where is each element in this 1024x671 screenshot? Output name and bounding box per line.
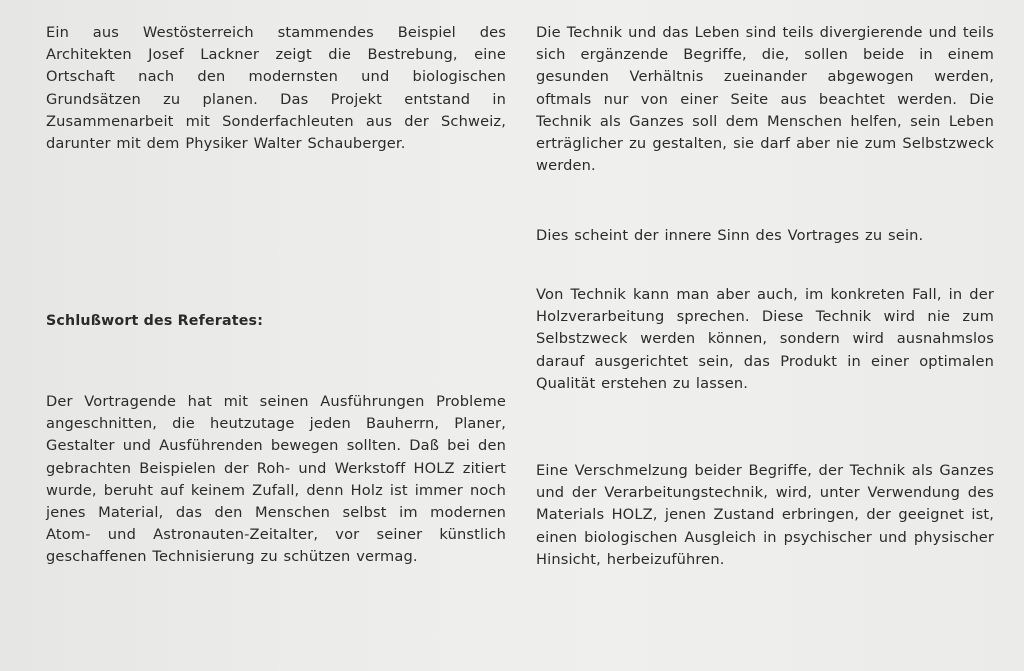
paragraph-holzverarbeitung: Von Technik kann man aber auch, im konkreten Fall, in der Holzverarbeitung sprechen. Diese Technik wird nie zum Selbstzweck werden können, sondern wird ausnahmslos darauf ausgerichtet sein, das Produkt in einer optimalen Qualität erstehen zu lassen. [536, 286, 994, 392]
paragraph-innere-sinn: Dies scheint der innere Sinn des Vortrages zu sein. [536, 227, 924, 244]
paragraph-verschmelzung: Eine Verschmelzung beider Begriffe, der Technik als Ganzes und der Verarbeitungstechnik, wird, unter Verwendung des Materials HOLZ, jenen Zustand erbringen, der geeignet ist, einen biologischen Ausgleich in psychischer und physischer Hinsicht, herbeizuführen. [536, 462, 994, 568]
paragraph-technik-leben: Die Technik und das Leben sind teils divergierende und teils sich ergänzende Begriffe, die, sollen beide in einem gesunden Verhältnis zueinander abgewogen werden, oftmals nur von einer Seite aus beachtet werden. Die Technik als Ganzes soll dem Menschen helfen, sein Leben erträglicher zu gestalten, sie darf aber nie zum Selbstzweck werden. [536, 24, 994, 175]
paragraph-closing-remarks: Der Vortragende hat mit seinen Ausführungen Probleme angeschnitten, die heutzutage jeden Bauherrn, Planer, Gestalter und Ausführenden bewegen sollten. Daß bei den gebrachten Beispielen der Roh- und Werkstoff HOLZ zitiert wurde, beruht auf keinem Zufall, denn Holz ist immer noch jenes Material, das den Menschen selbst im modernen Atom- und Astronauten-Zeitalter, vor seiner künstlich geschaffenen Technisierung zu schützen vermag. [46, 393, 506, 566]
paragraph-lackner-example: Ein aus Westösterreich stammendes Beispiel des Architekten Josef Lackner zeigt die Bestrebung, eine Ortschaft nach den modernsten und biologischen Grundsätzen zu planen. Das Projekt entstand in Zusammenarbeit mit Sonderfachleuten aus der Schweiz, darunter mit dem Physiker Walter Schauberger. [46, 24, 506, 153]
section-heading: Schlußwort des Referates: [46, 313, 264, 329]
